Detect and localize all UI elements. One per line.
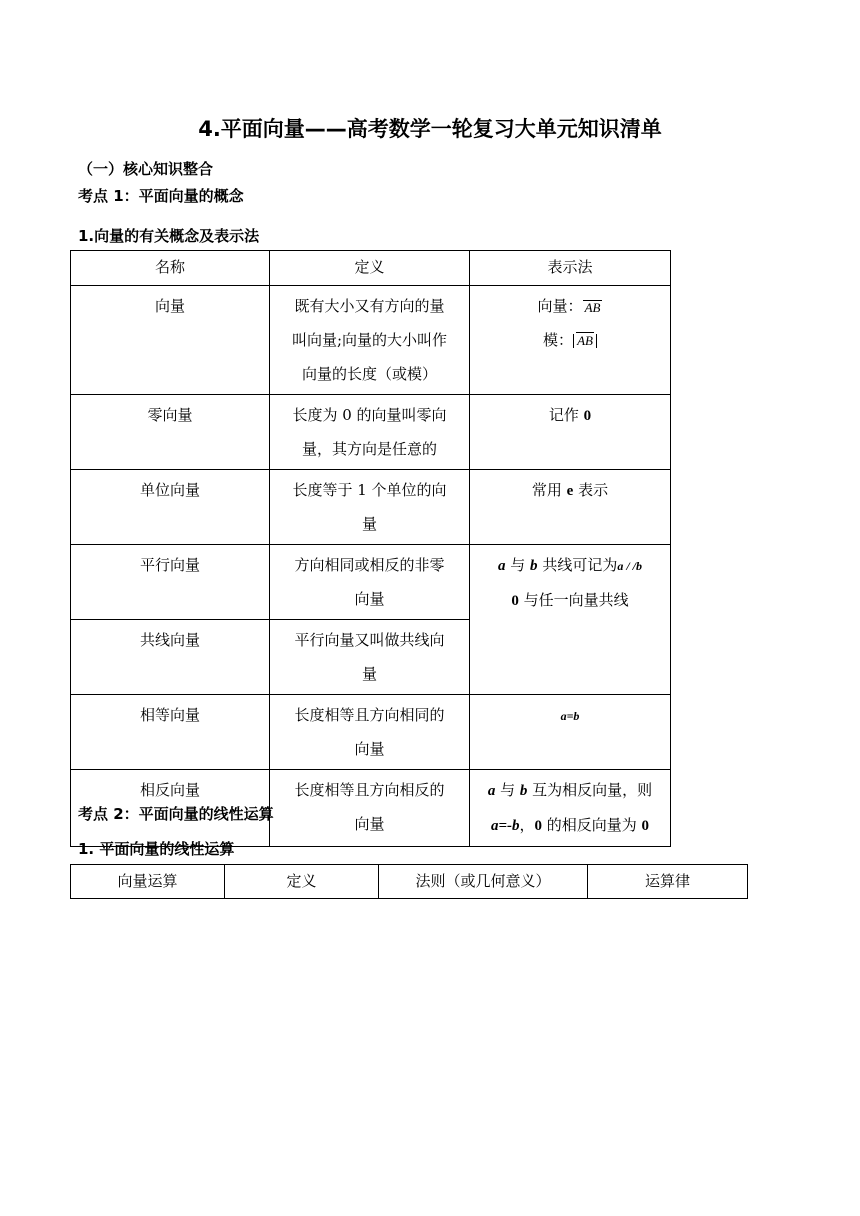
rep-text: 与任一向量共线 (518, 591, 629, 609)
equal-notation: a=b (560, 709, 580, 723)
vector-b: b (519, 783, 528, 799)
rep-text: 记作 (548, 406, 584, 424)
row-name: 共线向量 (71, 620, 270, 695)
linear-operation-table (70, 864, 748, 899)
modulus-label: 模： (543, 331, 574, 349)
row-name: 相反向量 (71, 770, 270, 847)
definition-line: 方向相同或相反的非零 (294, 556, 445, 574)
table-row (71, 286, 671, 395)
vector-b: b (530, 558, 538, 574)
header-rule: 法则（或几何意义） (379, 865, 588, 899)
definition-line: 量 (361, 515, 377, 533)
header-representation: 表示法 (470, 251, 671, 286)
header-name: 名称 (71, 251, 270, 286)
row-representation (470, 545, 671, 695)
header-definition: 定义 (225, 865, 379, 899)
row-name: 相等向量 (71, 695, 270, 770)
row-definition (270, 620, 470, 695)
row-representation (470, 695, 671, 770)
table-header-row (71, 865, 748, 899)
rep-text: 与 (505, 556, 531, 574)
concept-table (70, 250, 671, 847)
row-name: 平行向量 (71, 545, 270, 620)
header-operation: 向量运算 (71, 865, 225, 899)
sub-heading-1: 1.向量的有关概念及表示法 (78, 227, 260, 245)
definition-line: 向量 (354, 815, 385, 833)
modulus-symbol: AB (573, 334, 597, 348)
vector-label: 向量： (537, 297, 583, 315)
table-row (71, 695, 671, 770)
row-definition (270, 286, 470, 395)
row-definition (270, 545, 470, 620)
row-definition (270, 395, 470, 470)
definition-line: 长度等于 1 个单位的向 (292, 481, 447, 499)
zero-vector-symbol: 0 (583, 408, 592, 424)
vector-a: a (498, 558, 506, 574)
row-definition (270, 770, 470, 847)
table-row (71, 545, 671, 620)
definition-line: 平行向量又叫做共线向 (294, 631, 445, 649)
row-name: 单位向量 (71, 470, 270, 545)
table-row (71, 470, 671, 545)
header-definition: 定义 (270, 251, 470, 286)
vector-symbol: AB (584, 299, 601, 315)
section-heading: （一）核心知识整合 (78, 160, 214, 178)
kaodian-1-heading: 考点 1：平面向量的概念 (78, 187, 244, 205)
definition-line: 既有大小又有方向的量 (294, 297, 445, 315)
rep-text: 常用 (531, 481, 567, 499)
rep-text: ， (519, 816, 535, 834)
rep-text: 表示 (573, 481, 609, 499)
row-name: 向量 (71, 286, 270, 395)
definition-line: 叫向量;向量的大小叫作 (291, 331, 448, 349)
row-representation (470, 395, 671, 470)
rep-text: 与 (495, 781, 520, 799)
rep-text: 共线可记为 (537, 556, 618, 574)
page-title: 4.平面向量——高考数学一轮复习大单元知识清单 (198, 117, 662, 141)
row-definition (270, 695, 470, 770)
definition-line: 长度相等且方向相同的 (294, 706, 445, 724)
table-header-row (71, 251, 671, 286)
definition-line: 向量 (354, 740, 385, 758)
rep-text: 互为相反向量，则 (527, 781, 653, 799)
zero-vector-symbol: 0 (511, 593, 519, 609)
row-representation (470, 770, 671, 847)
table-row (71, 395, 671, 470)
row-definition (270, 470, 470, 545)
kaodian-2-heading: 考点 2：平面向量的线性运算 (78, 805, 274, 823)
definition-line: 量 (361, 665, 377, 683)
definition-line: 长度相等且方向相反的 (294, 781, 445, 799)
row-name: 零向量 (71, 395, 270, 470)
sub-heading-2: 1. 平面向量的线性运算 (78, 840, 235, 858)
rep-text: 的相反向量为 (542, 816, 642, 834)
definition-line: 量，其方向是任意的 (301, 440, 437, 458)
vector-a: a (487, 783, 496, 799)
header-law: 运算律 (588, 865, 748, 899)
row-representation (470, 286, 671, 395)
definition-line: 向量 (354, 590, 385, 608)
definition-line: 长度为 0 的向量叫零向 (292, 406, 447, 424)
zero-vector-symbol: 0 (534, 818, 542, 834)
zero-vector-symbol: 0 (641, 818, 650, 834)
opposite-notation: a=-b (490, 818, 520, 834)
unit-vector-symbol: e (566, 483, 574, 499)
definition-line: 向量的长度（或模） (301, 365, 437, 383)
parallel-notation: a / /b (617, 559, 642, 573)
row-representation (470, 470, 671, 545)
